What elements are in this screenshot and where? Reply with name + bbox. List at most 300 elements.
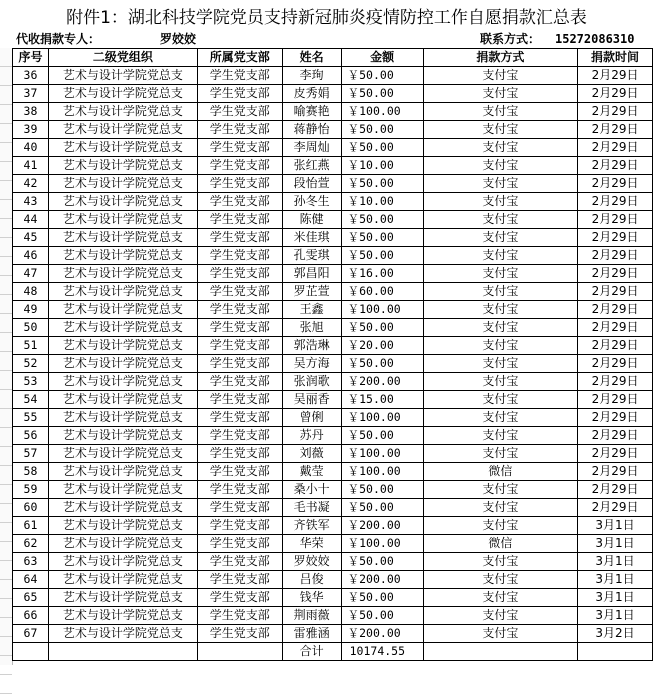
table-row — [13, 463, 653, 481]
method-cell[interactable]: 支付宝 — [423, 427, 578, 445]
gutter-row — [0, 181, 12, 200]
gutter-row — [0, 371, 12, 390]
table-row — [13, 139, 653, 157]
branch-cell[interactable]: 学生党支部 — [197, 265, 282, 283]
method-cell[interactable]: 支付宝 — [423, 229, 578, 247]
seq-cell[interactable]: 43 — [13, 193, 49, 211]
name-cell[interactable]: 毛书凝 — [282, 499, 341, 517]
date-cell[interactable]: 3月1日 — [578, 589, 653, 607]
date-cell[interactable]: 2月29日 — [578, 283, 653, 301]
table-row — [13, 157, 653, 175]
date-cell[interactable]: 2月29日 — [578, 67, 653, 85]
table-row — [13, 211, 653, 229]
name-cell[interactable]: 张润歌 — [282, 373, 341, 391]
method-cell[interactable]: 支付宝 — [423, 247, 578, 265]
amount-cell[interactable]: ￥50.00 — [341, 139, 423, 157]
amount-cell[interactable]: ￥50.00 — [341, 229, 423, 247]
total-amount[interactable]: 10174.55 — [341, 643, 423, 661]
name-cell[interactable]: 雷雅涵 — [282, 625, 341, 643]
name-cell[interactable]: 桑小十 — [282, 481, 341, 499]
name-cell[interactable]: 郭浩琳 — [282, 337, 341, 355]
seq-cell[interactable]: 47 — [13, 265, 49, 283]
seq-cell[interactable]: 39 — [13, 121, 49, 139]
date-cell[interactable]: 2月29日 — [578, 139, 653, 157]
branch-cell[interactable]: 学生党支部 — [197, 229, 282, 247]
org-cell[interactable]: 艺术与设计学院党总支 — [48, 319, 197, 337]
method-cell[interactable]: 支付宝 — [423, 301, 578, 319]
date-cell[interactable]: 3月1日 — [578, 517, 653, 535]
method-cell[interactable]: 支付宝 — [423, 175, 578, 193]
table-row — [13, 499, 653, 517]
name-cell[interactable]: 喻赛艳 — [282, 103, 341, 121]
method-cell[interactable]: 支付宝 — [423, 373, 578, 391]
name-cell[interactable]: 荆雨薇 — [282, 607, 341, 625]
name-cell[interactable]: 郭昌阳 — [282, 265, 341, 283]
name-cell[interactable]: 孔雯琪 — [282, 247, 341, 265]
table-row — [13, 391, 653, 409]
method-cell[interactable]: 支付宝 — [423, 103, 578, 121]
date-cell[interactable]: 2月29日 — [578, 103, 653, 121]
table-row — [13, 607, 653, 625]
amount-cell[interactable]: ￥50.00 — [341, 607, 423, 625]
date-cell[interactable]: 2月29日 — [578, 229, 653, 247]
name-cell[interactable]: 米佳琪 — [282, 229, 341, 247]
table-row — [13, 445, 653, 463]
name-cell[interactable]: 李珣 — [282, 67, 341, 85]
table-row — [13, 229, 653, 247]
org-cell[interactable]: 艺术与设计学院党总支 — [48, 337, 197, 355]
date-cell[interactable]: 2月29日 — [578, 481, 653, 499]
method-cell[interactable]: 支付宝 — [423, 571, 578, 589]
date-cell[interactable]: 2月29日 — [578, 247, 653, 265]
table-row — [13, 427, 653, 445]
method-cell[interactable]: 支付宝 — [423, 337, 578, 355]
amount-cell[interactable]: ￥50.00 — [341, 211, 423, 229]
org-cell[interactable]: 艺术与设计学院党总支 — [48, 139, 197, 157]
amount-cell[interactable]: ￥50.00 — [341, 175, 423, 193]
org-cell[interactable]: 艺术与设计学院党总支 — [48, 571, 197, 589]
name-cell[interactable]: 段怡萱 — [282, 175, 341, 193]
branch-cell[interactable]: 学生党支部 — [197, 499, 282, 517]
date-cell[interactable]: 3月1日 — [578, 607, 653, 625]
branch-cell[interactable]: 学生党支部 — [197, 283, 282, 301]
amount-cell[interactable]: ￥100.00 — [341, 535, 423, 553]
name-cell[interactable]: 曾俐 — [282, 409, 341, 427]
org-cell[interactable]: 艺术与设计学院党总支 — [48, 157, 197, 175]
gutter-row — [0, 162, 12, 181]
gutter-row — [0, 675, 12, 694]
org-cell[interactable]: 艺术与设计学院党总支 — [48, 427, 197, 445]
amount-cell[interactable]: ￥100.00 — [341, 409, 423, 427]
gutter-row — [0, 637, 12, 656]
branch-cell[interactable]: 学生党支部 — [197, 589, 282, 607]
seq-cell[interactable]: 40 — [13, 139, 49, 157]
branch-cell[interactable]: 学生党支部 — [197, 373, 282, 391]
date-cell[interactable]: 2月29日 — [578, 175, 653, 193]
branch-cell[interactable]: 学生党支部 — [197, 535, 282, 553]
branch-cell[interactable]: 学生党支部 — [197, 625, 282, 643]
method-cell[interactable]: 支付宝 — [423, 607, 578, 625]
table-row — [13, 283, 653, 301]
date-cell[interactable]: 2月29日 — [578, 427, 653, 445]
org-cell[interactable]: 艺术与设计学院党总支 — [48, 193, 197, 211]
amount-cell[interactable]: ￥50.00 — [341, 481, 423, 499]
method-cell[interactable]: 支付宝 — [423, 481, 578, 499]
amount-cell[interactable]: ￥50.00 — [341, 427, 423, 445]
seq-cell[interactable]: 66 — [13, 607, 49, 625]
gutter-row — [0, 656, 12, 675]
gutter-row — [0, 580, 12, 599]
seq-cell[interactable]: 61 — [13, 517, 49, 535]
method-cell[interactable]: 支付宝 — [423, 85, 578, 103]
branch-cell[interactable]: 学生党支部 — [197, 463, 282, 481]
total-empty-cell[interactable] — [578, 643, 653, 661]
method-cell[interactable]: 支付宝 — [423, 391, 578, 409]
method-cell[interactable]: 支付宝 — [423, 211, 578, 229]
method-cell[interactable]: 支付宝 — [423, 193, 578, 211]
date-cell[interactable]: 2月29日 — [578, 157, 653, 175]
gutter-row — [0, 352, 12, 371]
name-cell[interactable]: 刘薇 — [282, 445, 341, 463]
seq-cell[interactable]: 49 — [13, 301, 49, 319]
date-cell[interactable]: 2月29日 — [578, 391, 653, 409]
info-bar — [12, 31, 653, 48]
branch-cell[interactable]: 学生党支部 — [197, 553, 282, 571]
amount-cell[interactable]: ￥50.00 — [341, 553, 423, 571]
amount-cell[interactable]: ￥200.00 — [341, 625, 423, 643]
org-cell[interactable]: 艺术与设计学院党总支 — [48, 409, 197, 427]
seq-cell[interactable]: 41 — [13, 157, 49, 175]
table-row — [13, 175, 653, 193]
name-cell[interactable]: 吴方海 — [282, 355, 341, 373]
gutter-row — [0, 409, 12, 428]
method-cell[interactable]: 支付宝 — [423, 409, 578, 427]
amount-cell[interactable]: ￥15.00 — [341, 391, 423, 409]
amount-cell[interactable]: ￥100.00 — [341, 301, 423, 319]
name-cell[interactable]: 齐铁军 — [282, 517, 341, 535]
seq-cell[interactable]: 57 — [13, 445, 49, 463]
amount-cell[interactable]: ￥60.00 — [341, 283, 423, 301]
total-row — [13, 643, 653, 661]
name-cell[interactable]: 罗姣姣 — [282, 553, 341, 571]
branch-cell[interactable]: 学生党支部 — [197, 85, 282, 103]
org-cell[interactable]: 艺术与设计学院党总支 — [48, 589, 197, 607]
branch-cell[interactable]: 学生党支部 — [197, 607, 282, 625]
date-cell[interactable]: 2月29日 — [578, 373, 653, 391]
header-date: 捐款时间 — [578, 49, 653, 67]
branch-cell[interactable]: 学生党支部 — [197, 247, 282, 265]
gutter-row — [0, 523, 12, 542]
seq-cell[interactable]: 46 — [13, 247, 49, 265]
method-cell[interactable]: 支付宝 — [423, 67, 578, 85]
org-cell[interactable]: 艺术与设计学院党总支 — [48, 175, 197, 193]
date-cell[interactable]: 2月29日 — [578, 409, 653, 427]
seq-cell[interactable]: 54 — [13, 391, 49, 409]
branch-cell[interactable]: 学生党支部 — [197, 571, 282, 589]
amount-cell[interactable]: ￥100.00 — [341, 103, 423, 121]
name-cell[interactable]: 苏丹 — [282, 427, 341, 445]
name-cell[interactable]: 罗芷萱 — [282, 283, 341, 301]
branch-cell[interactable]: 学生党支部 — [197, 445, 282, 463]
branch-cell[interactable]: 学生党支部 — [197, 175, 282, 193]
gutter-row — [0, 390, 12, 409]
amount-cell[interactable]: ￥10.00 — [341, 193, 423, 211]
header-seq: 序号 — [13, 49, 49, 67]
org-cell[interactable]: 艺术与设计学院党总支 — [48, 67, 197, 85]
org-cell[interactable]: 艺术与设计学院党总支 — [48, 481, 197, 499]
date-cell[interactable]: 2月29日 — [578, 121, 653, 139]
org-cell[interactable]: 艺术与设计学院党总支 — [48, 607, 197, 625]
seq-cell[interactable]: 50 — [13, 319, 49, 337]
org-cell[interactable]: 艺术与设计学院党总支 — [48, 229, 197, 247]
branch-cell[interactable]: 学生党支部 — [197, 319, 282, 337]
method-cell[interactable]: 支付宝 — [423, 517, 578, 535]
gutter-row — [0, 67, 12, 86]
table-row — [13, 85, 653, 103]
name-cell[interactable]: 戴莹 — [282, 463, 341, 481]
gutter-row — [0, 504, 12, 523]
donation-table — [12, 48, 653, 661]
org-cell[interactable]: 艺术与设计学院党总支 — [48, 373, 197, 391]
method-cell[interactable]: 支付宝 — [423, 553, 578, 571]
table-row — [13, 193, 653, 211]
date-cell[interactable]: 2月29日 — [578, 211, 653, 229]
gutter-row — [0, 124, 12, 143]
gutter-row — [0, 314, 12, 333]
amount-cell[interactable]: ￥20.00 — [341, 337, 423, 355]
sheet-title: 附件1：湖北科技学院党员支持新冠肺炎疫情防控工作自愿捐款汇总表 — [66, 8, 587, 28]
name-cell[interactable]: 张红燕 — [282, 157, 341, 175]
branch-cell[interactable]: 学生党支部 — [197, 409, 282, 427]
seq-cell[interactable]: 38 — [13, 103, 49, 121]
seq-cell[interactable]: 44 — [13, 211, 49, 229]
table-row — [13, 553, 653, 571]
total-empty-cell[interactable] — [13, 643, 49, 661]
date-cell[interactable]: 2月29日 — [578, 445, 653, 463]
seq-cell[interactable]: 58 — [13, 463, 49, 481]
table-row — [13, 247, 653, 265]
branch-cell[interactable]: 学生党支部 — [197, 517, 282, 535]
method-cell[interactable]: 支付宝 — [423, 139, 578, 157]
method-cell[interactable]: 支付宝 — [423, 445, 578, 463]
name-cell[interactable]: 陈健 — [282, 211, 341, 229]
seq-cell[interactable]: 60 — [13, 499, 49, 517]
contact-phone: 15272086310 — [555, 32, 635, 46]
branch-cell[interactable]: 学生党支部 — [197, 193, 282, 211]
date-cell[interactable]: 2月29日 — [578, 499, 653, 517]
method-cell[interactable]: 支付宝 — [423, 355, 578, 373]
org-cell[interactable]: 艺术与设计学院党总支 — [48, 499, 197, 517]
method-cell[interactable]: 支付宝 — [423, 283, 578, 301]
table-row — [13, 535, 653, 553]
org-cell[interactable]: 艺术与设计学院党总支 — [48, 247, 197, 265]
table-row — [13, 481, 653, 499]
amount-cell[interactable]: ￥50.00 — [341, 355, 423, 373]
seq-cell[interactable]: 53 — [13, 373, 49, 391]
gutter-row — [0, 542, 12, 561]
seq-cell[interactable]: 37 — [13, 85, 49, 103]
date-cell[interactable]: 3月1日 — [578, 535, 653, 553]
amount-cell[interactable]: ￥50.00 — [341, 589, 423, 607]
date-cell[interactable]: 2月29日 — [578, 301, 653, 319]
branch-cell[interactable]: 学生党支部 — [197, 355, 282, 373]
method-cell[interactable]: 支付宝 — [423, 157, 578, 175]
org-cell[interactable]: 艺术与设计学院党总支 — [48, 391, 197, 409]
method-cell[interactable]: 支付宝 — [423, 265, 578, 283]
method-cell[interactable]: 支付宝 — [423, 121, 578, 139]
gutter-row — [0, 219, 12, 238]
seq-cell[interactable]: 59 — [13, 481, 49, 499]
gutter-row — [0, 485, 12, 504]
amount-cell[interactable]: ￥100.00 — [341, 463, 423, 481]
seq-cell[interactable]: 45 — [13, 229, 49, 247]
seq-cell[interactable]: 67 — [13, 625, 49, 643]
org-cell[interactable]: 艺术与设计学院党总支 — [48, 121, 197, 139]
amount-cell[interactable]: ￥50.00 — [341, 499, 423, 517]
total-label[interactable]: 合计 — [282, 643, 341, 661]
table-row — [13, 319, 653, 337]
branch-cell[interactable]: 学生党支部 — [197, 121, 282, 139]
table-row — [13, 589, 653, 607]
method-cell[interactable]: 微信 — [423, 535, 578, 553]
branch-cell[interactable]: 学生党支部 — [197, 211, 282, 229]
header-amount: 金额 — [341, 49, 423, 67]
amount-cell[interactable]: ￥50.00 — [341, 319, 423, 337]
amount-cell[interactable]: ￥200.00 — [341, 571, 423, 589]
org-cell[interactable]: 艺术与设计学院党总支 — [48, 355, 197, 373]
branch-cell[interactable]: 学生党支部 — [197, 139, 282, 157]
table-row — [13, 409, 653, 427]
total-empty-cell[interactable] — [423, 643, 578, 661]
branch-cell[interactable]: 学生党支部 — [197, 481, 282, 499]
org-cell[interactable]: 艺术与设计学院党总支 — [48, 103, 197, 121]
table-row — [13, 67, 653, 85]
table-row — [13, 121, 653, 139]
table-row — [13, 103, 653, 121]
method-cell[interactable]: 支付宝 — [423, 589, 578, 607]
org-cell[interactable]: 艺术与设计学院党总支 — [48, 283, 197, 301]
branch-cell[interactable]: 学生党支部 — [197, 103, 282, 121]
date-cell[interactable]: 3月1日 — [578, 553, 653, 571]
total-empty-cell[interactable] — [197, 643, 282, 661]
name-cell[interactable]: 李周灿 — [282, 139, 341, 157]
seq-cell[interactable]: 62 — [13, 535, 49, 553]
date-cell[interactable]: 2月29日 — [578, 193, 653, 211]
date-cell[interactable]: 2月29日 — [578, 319, 653, 337]
date-cell[interactable]: 3月1日 — [578, 571, 653, 589]
seq-cell[interactable]: 36 — [13, 67, 49, 85]
org-cell[interactable]: 艺术与设计学院党总支 — [48, 211, 197, 229]
date-cell[interactable]: 2月29日 — [578, 337, 653, 355]
org-cell[interactable]: 艺术与设计学院党总支 — [48, 265, 197, 283]
name-cell[interactable]: 蒋静怡 — [282, 121, 341, 139]
org-cell[interactable]: 艺术与设计学院党总支 — [48, 553, 197, 571]
gutter-row — [0, 333, 12, 352]
date-cell[interactable]: 2月29日 — [578, 463, 653, 481]
method-cell[interactable]: 支付宝 — [423, 625, 578, 643]
header-branch: 所属党支部 — [197, 49, 282, 67]
method-cell[interactable]: 微信 — [423, 463, 578, 481]
header-org: 二级党组织 — [48, 49, 197, 67]
gutter-row — [0, 86, 12, 105]
seq-cell[interactable]: 51 — [13, 337, 49, 355]
table-row — [13, 625, 653, 643]
table-row — [13, 373, 653, 391]
org-cell[interactable]: 艺术与设计学院党总支 — [48, 85, 197, 103]
gutter-row — [0, 618, 12, 637]
branch-cell[interactable]: 学生党支部 — [197, 67, 282, 85]
amount-cell[interactable]: ￥50.00 — [341, 121, 423, 139]
collector-label: 代收捐款专人： — [16, 32, 101, 46]
total-empty-cell[interactable] — [48, 643, 197, 661]
org-cell[interactable]: 艺术与设计学院党总支 — [48, 463, 197, 481]
table-row — [13, 517, 653, 535]
gutter-row — [0, 447, 12, 466]
gutter-row — [0, 200, 12, 219]
amount-cell[interactable]: ￥50.00 — [341, 247, 423, 265]
amount-cell[interactable]: ￥100.00 — [341, 445, 423, 463]
name-cell[interactable]: 华荣 — [282, 535, 341, 553]
date-cell[interactable]: 2月29日 — [578, 355, 653, 373]
branch-cell[interactable]: 学生党支部 — [197, 157, 282, 175]
seq-cell[interactable]: 63 — [13, 553, 49, 571]
name-cell[interactable]: 钱华 — [282, 589, 341, 607]
org-cell[interactable]: 艺术与设计学院党总支 — [48, 517, 197, 535]
name-cell[interactable]: 张旭 — [282, 319, 341, 337]
name-cell[interactable]: 吕俊 — [282, 571, 341, 589]
gutter-row — [0, 599, 12, 618]
amount-cell[interactable]: ￥200.00 — [341, 517, 423, 535]
org-cell[interactable]: 艺术与设计学院党总支 — [48, 301, 197, 319]
org-cell[interactable]: 艺术与设计学院党总支 — [48, 535, 197, 553]
seq-cell[interactable]: 52 — [13, 355, 49, 373]
org-cell[interactable]: 艺术与设计学院党总支 — [48, 445, 197, 463]
org-cell[interactable]: 艺术与设计学院党总支 — [48, 625, 197, 643]
seq-cell[interactable]: 55 — [13, 409, 49, 427]
amount-cell[interactable]: ￥10.00 — [341, 157, 423, 175]
date-cell[interactable]: 2月29日 — [578, 265, 653, 283]
name-cell[interactable]: 孙冬生 — [282, 193, 341, 211]
date-cell[interactable]: 2月29日 — [578, 85, 653, 103]
amount-cell[interactable]: ￥50.00 — [341, 67, 423, 85]
amount-cell[interactable]: ￥50.00 — [341, 85, 423, 103]
gutter-row — [0, 105, 12, 124]
seq-cell[interactable]: 48 — [13, 283, 49, 301]
amount-cell[interactable]: ￥200.00 — [341, 373, 423, 391]
method-cell[interactable]: 支付宝 — [423, 499, 578, 517]
gutter-row — [0, 428, 12, 447]
gutter-row — [0, 276, 12, 295]
branch-cell[interactable]: 学生党支部 — [197, 301, 282, 319]
seq-cell[interactable]: 42 — [13, 175, 49, 193]
seq-cell[interactable]: 65 — [13, 589, 49, 607]
date-cell[interactable]: 3月2日 — [578, 625, 653, 643]
gutter-row — [0, 466, 12, 485]
seq-cell[interactable]: 56 — [13, 427, 49, 445]
branch-cell[interactable]: 学生党支部 — [197, 427, 282, 445]
name-cell[interactable]: 吴丽香 — [282, 391, 341, 409]
method-cell[interactable]: 支付宝 — [423, 319, 578, 337]
branch-cell[interactable]: 学生党支部 — [197, 391, 282, 409]
seq-cell[interactable]: 64 — [13, 571, 49, 589]
contact-label: 联系方式： — [480, 32, 541, 46]
table-row — [13, 355, 653, 373]
branch-cell[interactable]: 学生党支部 — [197, 337, 282, 355]
name-cell[interactable]: 皮秀娟 — [282, 85, 341, 103]
amount-cell[interactable]: ￥16.00 — [341, 265, 423, 283]
name-cell[interactable]: 王鑫 — [282, 301, 341, 319]
gutter-row — [0, 561, 12, 580]
